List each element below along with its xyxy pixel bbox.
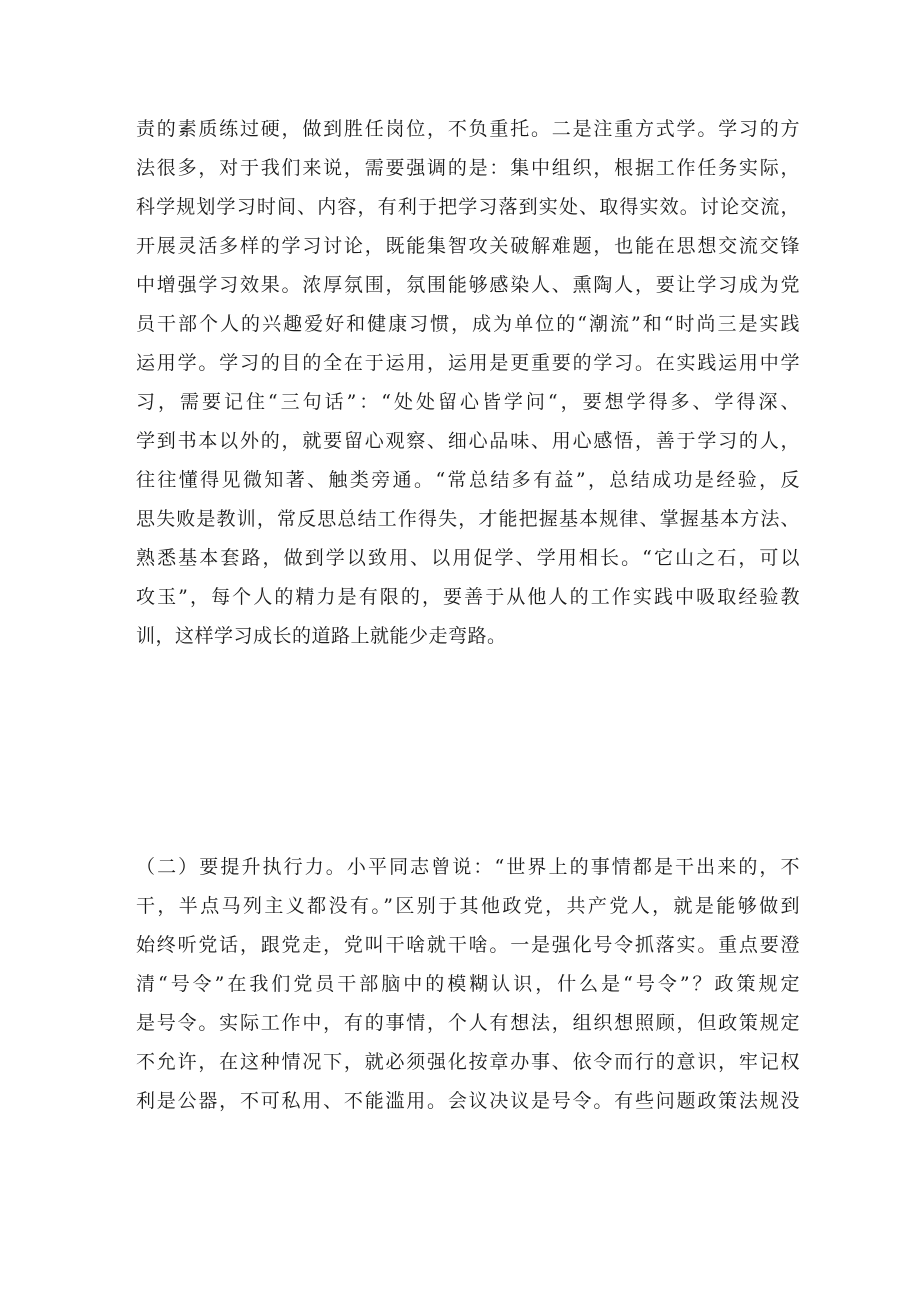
text-line: 训，这样学习成长的道路上就能少走弯路。 (136, 625, 507, 647)
body-paragraph-learning-methods (136, 110, 800, 656)
text-line: 熟悉基本套路，做到学以致用、以用促学、学用相长。“它山之石，可以 (136, 547, 800, 569)
text-line: 往往懂得见微知著、触类旁通。“常总结多有益”，总结成功是经验，反 (136, 469, 800, 491)
text-line: 不允许，在这种情况下，就必须强化按章办事、依令而行的意识，牢记权 (136, 1051, 800, 1073)
text-line: 责的素质练过硬，做到胜任岗位，不负重托。二是注重方式学。学习的方 (136, 118, 800, 140)
body-paragraph-execution (136, 848, 800, 1121)
text-line: 员干部个人的兴趣爱好和健康习惯，成为单位的“潮流”和“时尚三是实践 (136, 313, 800, 335)
text-line: 科学规划学习时间、内容，有利于把学习落到实处、取得实效。讨论交流， (136, 196, 800, 218)
text-line: 运用学。学习的目的全在于运用，运用是更重要的学习。在实践运用中学 (136, 352, 800, 374)
text-line: 攻玉”，每个人的精力是有限的，要善于从他人的工作实践中吸取经验教 (136, 586, 800, 608)
text-line: 中增强学习效果。浓厚氛围，氛围能够感染人、熏陶人，要让学习成为党 (136, 274, 800, 296)
text-line: 习，需要记住“三句话”：“处处留心皆学问“，要想学得多、学得深、 (136, 391, 800, 413)
text-line: 学到书本以外的，就要留心观察、细心品味、用心感悟，善于学习的人， (136, 430, 800, 452)
text-line: （二）要提升执行力。小平同志曾说：“世界上的事情都是干出来的，不 (136, 856, 800, 878)
text-line: 法很多，对于我们来说，需要强调的是：集中组织，根据工作任务实际， (136, 157, 800, 179)
text-line: 是号令。实际工作中，有的事情，个人有想法，组织想照顾，但政策规定 (136, 1012, 800, 1034)
text-line: 清“号令”在我们党员干部脑中的模糊认识，什么是“号令”？政策规定 (136, 973, 800, 995)
text-line: 思失败是教训，常反思总结工作得失，才能把握基本规律、掌握基本方法、 (136, 508, 800, 530)
text-line: 始终听党话，跟党走，党叫干啥就干啥。一是强化号令抓落实。重点要澄 (136, 934, 800, 956)
text-line: 开展灵活多样的学习讨论，既能集智攻关破解难题，也能在思想交流交锋 (136, 235, 800, 257)
text-line: 干，半点马列主义都没有。”区别于其他政党，共产党人，就是能够做到 (136, 895, 800, 917)
text-line: 利是公器，不可私用、不能滥用。会议决议是号令。有些问题政策法规没 (136, 1090, 800, 1112)
